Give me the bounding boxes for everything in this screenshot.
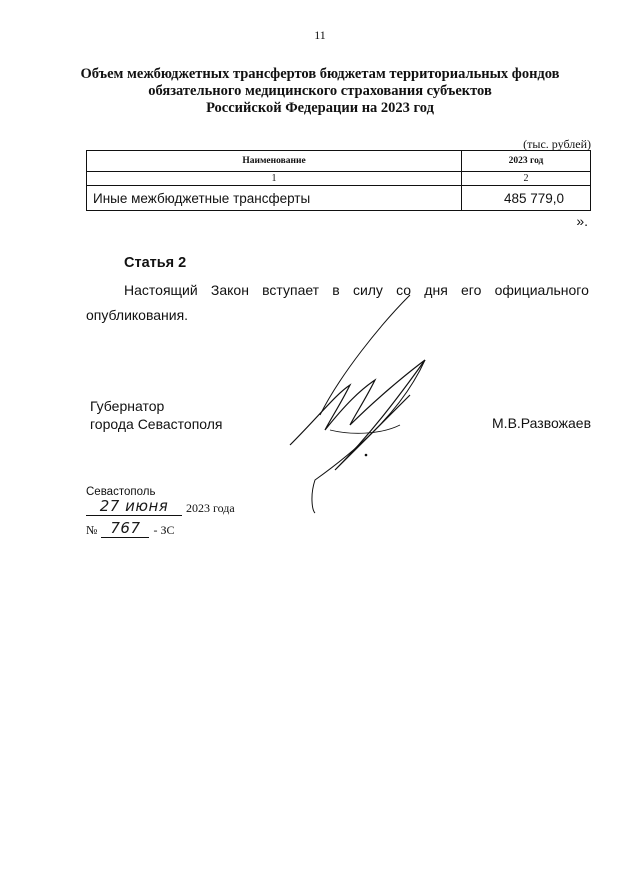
signatory-name: М.В.Развожаев xyxy=(492,415,591,431)
row-value: 485 779,0 xyxy=(462,186,591,211)
number-suffix: - ЗС xyxy=(153,523,175,537)
signatory-title-line-1: Губернатор xyxy=(90,398,165,414)
word: в xyxy=(332,282,340,298)
handwritten-date: 27 июня xyxy=(99,497,169,515)
word: его xyxy=(460,282,482,298)
article-text-line-2: опубликования. xyxy=(86,307,189,323)
date-suffix: 2023 года xyxy=(186,501,235,515)
title-line-3: Российской Федерации на 2023 год xyxy=(206,100,434,116)
word: вступает xyxy=(262,282,320,298)
table-column-number-row xyxy=(87,172,591,186)
number-blank xyxy=(101,521,149,538)
column-number-2: 2 xyxy=(462,172,591,186)
word: Закон xyxy=(210,282,249,298)
date-blank xyxy=(86,499,182,516)
word: Настоящий xyxy=(124,282,198,298)
title-line-2: обязательного медицинского страхования субъектов xyxy=(148,83,492,99)
place: Севастополь xyxy=(86,486,156,498)
header-year: 2023 год xyxy=(462,151,591,172)
row-name: Иные межбюджетные трансферты xyxy=(87,186,462,211)
column-number-1: 1 xyxy=(87,172,462,186)
document-title xyxy=(60,66,580,117)
signatory-title xyxy=(90,397,223,433)
article-heading: Статья 2 xyxy=(124,255,187,271)
word: со xyxy=(396,282,412,298)
number-prefix: № xyxy=(86,523,98,537)
handwritten-signature xyxy=(280,285,440,525)
transfers-table xyxy=(86,150,591,211)
signatory-title-line-2: города Севастополя xyxy=(90,416,223,432)
word: силу xyxy=(352,282,383,298)
date-line xyxy=(86,499,235,516)
table-header-row xyxy=(87,151,591,172)
table-row xyxy=(87,186,591,211)
closing-quote: ». xyxy=(576,213,588,229)
number-line xyxy=(86,521,174,538)
handwritten-number: 767 xyxy=(110,519,141,537)
title-line-1: Объем межбюджетных трансфертов бюджетам территориальных фондов xyxy=(80,66,560,82)
page-number: 11 xyxy=(314,28,326,42)
table-units: (тыс. рублей) xyxy=(523,137,591,151)
header-name: Наименование xyxy=(87,151,462,172)
word: официального xyxy=(494,282,589,298)
word: дня xyxy=(424,282,448,298)
